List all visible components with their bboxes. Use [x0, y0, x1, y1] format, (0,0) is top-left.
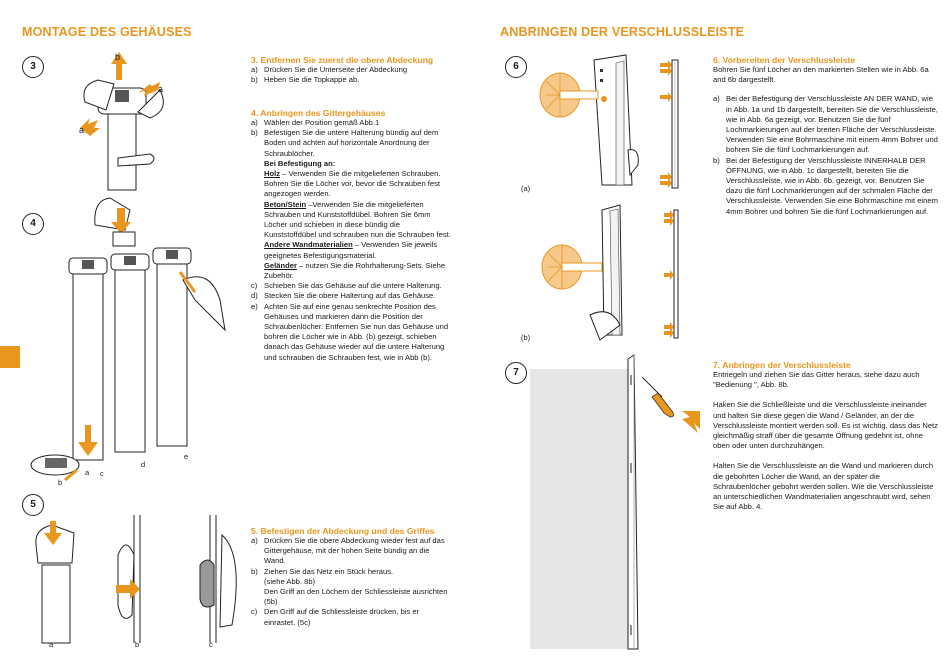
section-4-item-d: d) Stecken Sie die obere Halterung auf das Gehäuse.: [251, 291, 436, 301]
step-4-badge: 4: [22, 213, 44, 235]
step-6-badge: 6: [505, 56, 527, 78]
section-3: [251, 55, 451, 85]
figure-4-housing-install: [15, 180, 225, 490]
figure-3-cap-removal: [70, 50, 180, 190]
section-4-item-b: b) Befestigen Sie die untere Halterung bündig auf dem Boden und achten auf horizontale Anordnung der Schraublöcher. Bei Befestigung an: Holz – Verwenden Sie die mitgelieferten Schrauben. Bohren Sie die Löcher vor, bevor die Schrauben fest angezogen werden. Beton/Stein –Verwenden Sie die mitgelieferten Schrauben und Kunststoffdübel. Bohren Sie 6mm Löcher und schieben in diese bündig die Kunststoffdübel und schrauben nun die Schrauben fest. Andere Wandmaterialien – Verwenden Sie jeweils geeignetes Befestigungsmaterial. Geländer – nutzen Sie die Rohrhalterung-Sets. Siehe Zubehör.: [251, 128, 451, 281]
figure-7-attach-closing-strip: [530, 355, 710, 655]
section-6: [713, 55, 938, 217]
section-4: [251, 108, 451, 363]
step-5-badge: 5: [22, 494, 44, 516]
section-3-item-b: b) Heben Sie die Topkappe ab.: [251, 75, 360, 85]
figure-5-label-b: b: [135, 640, 140, 649]
section-6-heading: 6. Vorbereiten der Verschlussleiste: [713, 55, 856, 65]
figure-5-label-a: a: [49, 640, 54, 649]
material-railing-label: Geländer: [264, 260, 297, 270]
section-7-heading: 7. Anbringen der Verschlussleiste: [713, 360, 851, 370]
section-4-item-c: c) Schieben Sie das Gehäuse auf die untere Halterung.: [251, 281, 442, 291]
figure-5-cap-and-handle: [22, 515, 247, 645]
right-page-title: ANBRINGEN DER VERSCHLUSSLEISTE: [500, 25, 745, 39]
figure-3-label-a-right: a: [158, 84, 164, 94]
material-concrete-label: Beton/Stein: [264, 199, 307, 209]
figure-6b-narrow-face-drilling: [540, 205, 690, 345]
section-4-item-a: a) Wählen der Position gemäß Abb.1: [251, 118, 380, 127]
section-3-item-a: a) Drücken Sie die Unterseite der Abdeckung: [251, 65, 408, 74]
section-6-item-b: b) Bei der Befestigung der Verschlussleiste INNERHALB DER ÖFFNUNG, wie in Abb. 1c dargestellt, bereiten Sie die Verschlussleiste, wie in Abb. 6b. gezeigt, vor. Benutzen Sie dazu die fünf Lochmarkierungen auf der schmalen Fläche der Verschlussleiste. Verwenden Sie eine Bohrmaschine mit einem 4mm Bohrer und bohren Sie die fünf Lochmarkierungen auf.: [713, 155, 938, 216]
figure-3-label-a-left: a: [79, 125, 85, 135]
section-4-heading: 4. Anbringen des Gittergehäuses: [251, 108, 386, 118]
step-7-badge: 7: [505, 362, 527, 384]
figure-4-label-c: c: [100, 469, 104, 478]
figure-4-label-a: a: [85, 468, 90, 477]
material-wood-label: Holz: [264, 169, 281, 179]
section-7-paragraph-2: Haken Sie die Schließleiste und die Verschlussleiste ineinander und halten Sie diese gegen die Wand / Geländer, an der die Verschlussleiste montiert werden soll. Es ist wichtig, dass das Netz gleichmäßig straff über die gesamte Öffnung gedehnt ist, ohne oben oder unten durchzuhängen.: [713, 400, 938, 451]
section-6-item-a: a) Bei der Befestigung der Verschlussleiste AN DER WAND, wie in Abb. 1a und 1b dargestellt, bereiten Sie die Verschlussleiste, wie in Abb. 6a gezeigt, vor. Benutzen Sie die fünf Lochmarkierungen auf der breiten Fläche der Verschlussleiste. Verwenden Sie eine Bohrmaschine mit einem 4mm Bohrer und bohren Sie die fünf Lochmarkierungen auf.: [713, 94, 938, 155]
section-5-item-a: a) Drücken Sie die obere Abdeckung wieder fest auf das Gittergehäuse, mit der hohen Seite bündig an die Wand.: [251, 536, 445, 566]
section-5-heading: 5. Befestigen der Abdeckung und des Griffes: [251, 526, 435, 536]
section-5-item-b: b) Ziehen Sie das Netz ein Stück heraus. (siehe Abb. 8b) Den Griff an den Löchern der Schliessleiste ausrichten (5b): [251, 566, 448, 607]
figure-4-label-d: d: [141, 460, 146, 469]
section-5: [251, 526, 451, 628]
figure-6a-wide-face-drilling: [540, 55, 690, 195]
section-6-intro: Bohren Sie fünf Löcher an den markierten Stellen wie in Abb. 6a and 6b dargestellt.: [713, 65, 929, 85]
section-5-item-c: c) Den Griff auf die Schliessleiste drücken, bis er einrastet. (5c): [251, 607, 420, 627]
figure-4-label-b: b: [58, 478, 63, 487]
section-4-item-e: e) Achten Sie auf eine genau senkrechte Position des Gehäuses und markieren dann die Position der Schraubenlöcher. Entfernen Sie nun das Gehäuse und bohren die Löcher wie in Abb. (b) gezeigt, schieben danach das Gehäuse wieder auf die untere Halterung und schrauben die Schrauben fest, wie in Abb (b).: [251, 301, 449, 362]
figure-6b-label: (b): [521, 333, 531, 342]
left-page-title: MONTAGE DES GEHÄUSES: [22, 25, 192, 39]
section-7-paragraph-3: Halten Sie die Verschlussleiste an die Wand und markieren durch die gebohrten Löcher die Wand, an der später die Schraubenlöcher gebohrt werden sollen. Wie die Verschlussleiste an unterschiedlichen Wandmaterialien angeschraubt wird, sehen Sie auf Abb. 4.: [713, 461, 934, 512]
section-3-heading: 3. Entfernen Sie zuerst die obere Abdeckung: [251, 55, 434, 65]
section-7-paragraph-1: Entriegeln und ziehen Sie das Gitter heraus, siehe dazu auch "Bedienung ", Abb. 8b.: [713, 370, 920, 390]
section-7: [713, 360, 938, 512]
figure-3-label-b: b: [115, 52, 121, 62]
mounting-intro: Bei Befestigung an:: [264, 158, 336, 168]
figure-5-label-c: c: [209, 640, 213, 649]
step-3-badge: 3: [22, 56, 44, 78]
figure-4-label-e: e: [184, 452, 189, 461]
figure-6a-label: (a): [521, 184, 531, 193]
material-other-label: Andere Wandmaterialien: [264, 240, 353, 250]
